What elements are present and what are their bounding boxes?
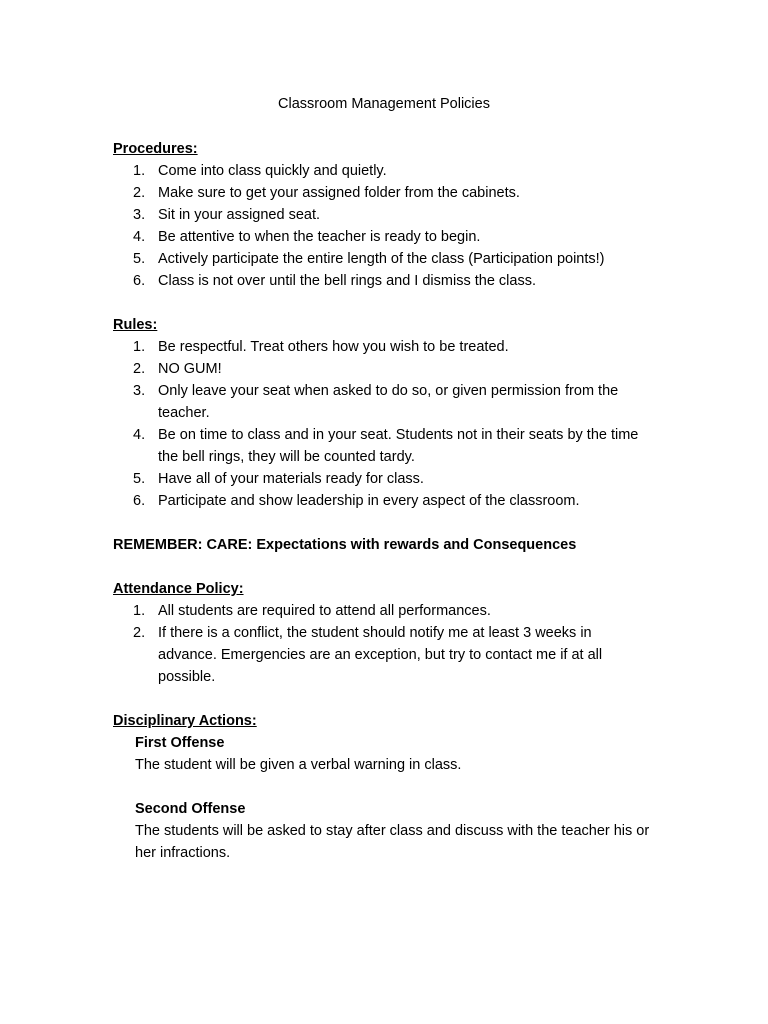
attendance-section <box>113 578 653 688</box>
list-item: 5. Actively participate the entire length of the class (Participation points!) <box>133 251 605 267</box>
first-offense-title: First Offense <box>135 735 225 751</box>
procedures-item-text: Make sure to get your assigned folder from the cabinets. <box>158 185 520 201</box>
procedures-section <box>113 138 653 292</box>
remember-note: REMEMBER: CARE: Expectations with rewards and Consequences <box>113 537 577 553</box>
procedures-item-text: Actively participate the entire length of the class (Participation points!) <box>158 251 605 267</box>
list-item: 2. Make sure to get your assigned folder from the cabinets. <box>133 185 520 201</box>
rules-list <box>113 336 653 512</box>
attendance-list <box>113 600 653 688</box>
list-item: 2. If there is a conflict, the student should notify me at least 3 weeks in advance. Emergencies are an exception, but try to contact me if at all possible. <box>133 625 603 685</box>
second-offense-title: Second Offense <box>135 801 246 817</box>
rules-item-text: Be on time to class and in your seat. Students not in their seats by the time the bell rings, they will be counted tardy. <box>158 427 639 465</box>
list-item: 1. Be respectful. Treat others how you wish to be treated. <box>133 339 509 355</box>
attendance-item-text: All students are required to attend all performances. <box>158 603 491 619</box>
rules-item-text: Participate and show leadership in every aspect of the classroom. <box>158 493 580 509</box>
document-body <box>113 138 653 864</box>
disciplinary-heading: Disciplinary Actions: <box>113 713 257 729</box>
list-item: 1. All students are required to attend all performances. <box>133 603 491 619</box>
procedures-item-text: Come into class quickly and quietly. <box>158 163 387 179</box>
procedures-item-text: Sit in your assigned seat. <box>158 207 321 223</box>
second-offense-text: The students will be asked to stay after class and discuss with the teacher his or her infractions. <box>135 823 650 861</box>
rules-item-text: NO GUM! <box>158 361 222 377</box>
procedures-item-text: Be attentive to when the teacher is ready to begin. <box>158 229 481 245</box>
document-title: Classroom Management Policies <box>278 96 490 112</box>
list-item: 4. Be on time to class and in your seat. Students not in their seats by the time the bell rings, they will be counted tardy. <box>133 427 639 465</box>
list-item: 4. Be attentive to when the teacher is ready to begin. <box>133 229 481 245</box>
list-item: 3. Sit in your assigned seat. <box>133 207 321 223</box>
procedures-item-text: Class is not over until the bell rings and I dismiss the class. <box>158 273 536 289</box>
procedures-heading: Procedures: <box>113 141 198 157</box>
attendance-item-text: If there is a conflict, the student should notify me at least 3 weeks in advance. Emergencies are an exception, but try to contact me if at all possible. <box>158 625 603 685</box>
first-offense-text: The student will be given a verbal warning in class. <box>135 757 462 773</box>
rules-heading: Rules: <box>113 317 158 333</box>
list-item: 3. Only leave your seat when asked to do so, or given permission from the teacher. <box>133 383 619 421</box>
second-offense-block <box>113 798 653 864</box>
list-item: 5. Have all of your materials ready for class. <box>133 471 424 487</box>
attendance-heading: Attendance Policy: <box>113 581 244 597</box>
rules-item-text: Be respectful. Treat others how you wish to be treated. <box>158 339 509 355</box>
rules-item-text: Have all of your materials ready for class. <box>158 471 424 487</box>
disciplinary-section <box>113 710 653 864</box>
procedures-list <box>113 160 653 292</box>
list-item: 6. Class is not over until the bell rings and I dismiss the class. <box>133 273 536 289</box>
list-item: 1. Come into class quickly and quietly. <box>133 163 387 179</box>
rules-item-text: Only leave your seat when asked to do so, or given permission from the teacher. <box>158 383 619 421</box>
list-item: 2. NO GUM! <box>133 361 222 377</box>
rules-section <box>113 314 653 512</box>
first-offense-block <box>113 732 653 776</box>
list-item: 6. Participate and show leadership in every aspect of the classroom. <box>133 493 580 509</box>
